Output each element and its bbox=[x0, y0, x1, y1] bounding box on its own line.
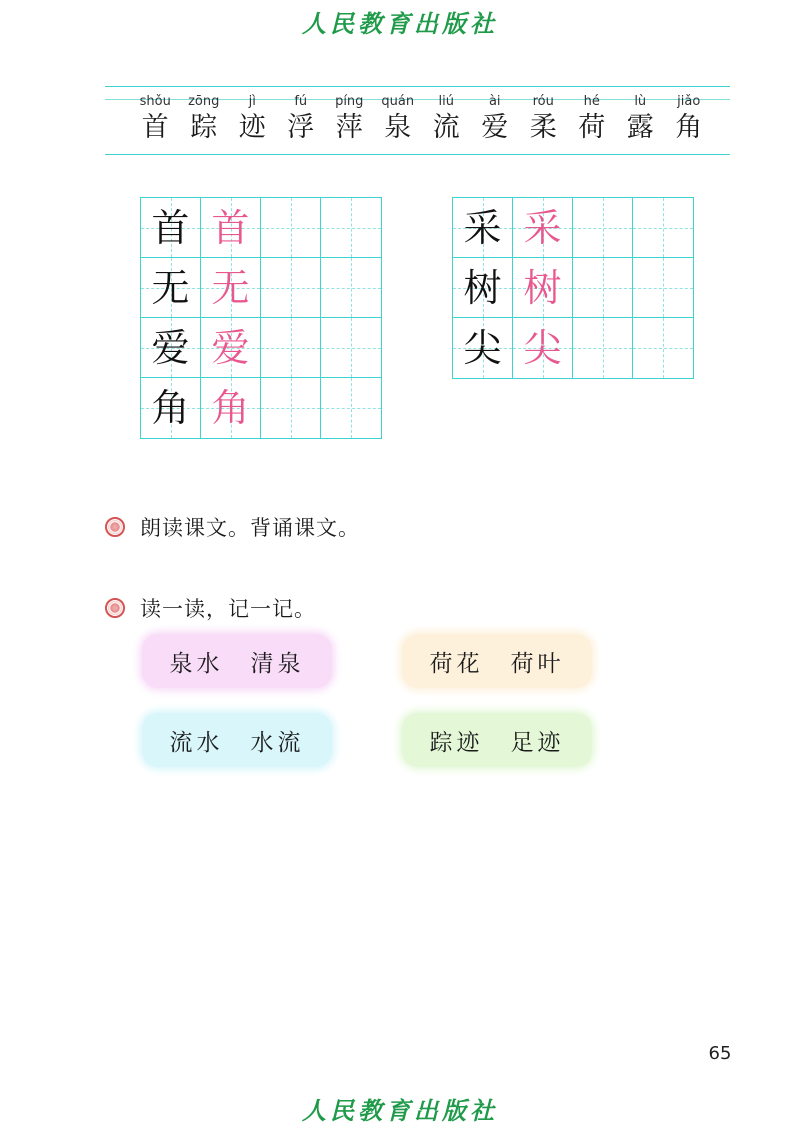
word-card-liu bbox=[142, 713, 332, 767]
practice-cell bbox=[633, 258, 693, 318]
seal-icon bbox=[105, 598, 125, 618]
vocab-character: 浮 bbox=[287, 112, 315, 143]
grid-row bbox=[141, 318, 381, 378]
model-cell bbox=[453, 318, 513, 378]
practice-cell bbox=[261, 198, 321, 258]
word: 流水 bbox=[169, 729, 224, 756]
practice-cell bbox=[573, 258, 633, 318]
model-character: 树 bbox=[463, 265, 502, 310]
vocab-item bbox=[131, 87, 180, 145]
word: 足迹 bbox=[510, 729, 565, 756]
vocab-item bbox=[180, 87, 229, 145]
publisher-logo-bottom: 人民教育出版社 bbox=[302, 1096, 498, 1125]
trace-character: 采 bbox=[523, 205, 562, 250]
vocabulary-strip bbox=[105, 86, 730, 155]
model-cell bbox=[141, 198, 201, 258]
vocab-item bbox=[616, 87, 665, 145]
word: 水流 bbox=[250, 729, 305, 756]
word: 踪迹 bbox=[429, 729, 484, 756]
instruction-read-remember bbox=[105, 593, 316, 623]
vocab-item bbox=[325, 87, 374, 145]
trace-cell bbox=[201, 198, 261, 258]
vocab-pinyin: hé bbox=[583, 94, 600, 109]
trace-cell bbox=[201, 318, 261, 378]
vocab-item bbox=[228, 87, 277, 145]
vocab-character: 萍 bbox=[335, 112, 363, 143]
trace-cell bbox=[201, 258, 261, 318]
vocab-pinyin: zōng bbox=[188, 94, 220, 109]
practice-cell bbox=[573, 198, 633, 258]
vocab-item bbox=[665, 87, 714, 145]
trace-character: 尖 bbox=[523, 326, 562, 370]
vocab-pinyin: lù bbox=[634, 94, 647, 109]
trace-character: 无 bbox=[211, 265, 250, 310]
vocab-pinyin: róu bbox=[532, 94, 554, 109]
model-cell bbox=[141, 258, 201, 318]
publisher-logo-top: 人民教育出版社 bbox=[302, 9, 498, 38]
model-character: 采 bbox=[463, 205, 502, 250]
trace-character: 角 bbox=[211, 386, 250, 430]
practice-cell bbox=[321, 318, 381, 378]
word-card-quan bbox=[142, 634, 332, 688]
model-character: 无 bbox=[151, 265, 190, 310]
trace-cell bbox=[513, 198, 573, 258]
vocab-character: 泉 bbox=[384, 112, 412, 143]
word-card-ji bbox=[402, 713, 592, 767]
model-cell bbox=[453, 258, 513, 318]
vocab-pinyin: píng bbox=[335, 94, 364, 109]
grid-row bbox=[141, 198, 381, 258]
model-character: 角 bbox=[151, 386, 190, 430]
practice-cell bbox=[261, 318, 321, 378]
model-character: 首 bbox=[151, 205, 190, 250]
vocab-character: 柔 bbox=[529, 112, 557, 143]
trace-character: 首 bbox=[211, 205, 250, 250]
trace-character: 树 bbox=[523, 265, 562, 310]
practice-cell bbox=[633, 318, 693, 378]
vocab-item bbox=[374, 87, 423, 145]
practice-cell bbox=[321, 378, 381, 438]
word: 荷叶 bbox=[510, 650, 565, 677]
vocab-pinyin: quán bbox=[381, 94, 415, 109]
vocab-pinyin: shǒu bbox=[139, 94, 171, 109]
vocab-character: 流 bbox=[432, 112, 460, 143]
instruction-read-recite bbox=[105, 512, 360, 542]
vocab-pinyin: jiǎo bbox=[677, 94, 701, 109]
vocab-item bbox=[471, 87, 520, 145]
seal-icon bbox=[105, 517, 125, 537]
vocab-pinyin: ài bbox=[488, 94, 501, 109]
practice-cell bbox=[573, 318, 633, 378]
vocab-character: 角 bbox=[675, 112, 703, 143]
word: 泉水 bbox=[169, 650, 224, 677]
vocab-item bbox=[422, 87, 471, 145]
model-cell bbox=[453, 198, 513, 258]
instruction-text: 读一读，记一记。 bbox=[140, 597, 316, 621]
model-cell bbox=[141, 378, 201, 438]
trace-cell bbox=[513, 258, 573, 318]
vocab-character: 爱 bbox=[481, 112, 509, 143]
vocab-pinyin: jì bbox=[248, 94, 256, 109]
vocab-item bbox=[519, 87, 568, 145]
practice-cell bbox=[321, 198, 381, 258]
vocab-item bbox=[277, 87, 326, 145]
grid-row bbox=[141, 258, 381, 318]
vocab-pinyin: liú bbox=[438, 94, 454, 109]
vocab-character: 迹 bbox=[238, 112, 266, 143]
vocab-character: 荷 bbox=[578, 112, 606, 143]
writing-grid-right bbox=[452, 197, 694, 379]
page-number: 65 bbox=[708, 1043, 732, 1064]
writing-grid-left bbox=[140, 197, 382, 439]
word-card-he bbox=[402, 634, 592, 688]
vocab-character: 踪 bbox=[190, 112, 218, 143]
word: 清泉 bbox=[250, 650, 305, 677]
practice-cell bbox=[261, 378, 321, 438]
model-character: 爱 bbox=[151, 325, 190, 370]
vocab-pinyin: fú bbox=[294, 94, 308, 109]
model-cell bbox=[141, 318, 201, 378]
grid-row bbox=[453, 198, 693, 258]
grid-row bbox=[453, 258, 693, 318]
practice-cell bbox=[321, 258, 381, 318]
word: 荷花 bbox=[429, 650, 484, 677]
grid-row bbox=[453, 318, 693, 378]
vocab-item bbox=[568, 87, 617, 145]
model-character: 尖 bbox=[463, 326, 502, 370]
vocab-character: 露 bbox=[626, 112, 654, 143]
trace-cell bbox=[201, 378, 261, 438]
trace-cell bbox=[513, 318, 573, 378]
vocab-character: 首 bbox=[141, 112, 169, 143]
instruction-text: 朗读课文。背诵课文。 bbox=[140, 516, 360, 540]
practice-cell bbox=[633, 198, 693, 258]
grid-row bbox=[141, 378, 381, 438]
practice-cell bbox=[261, 258, 321, 318]
trace-character: 爱 bbox=[211, 325, 250, 370]
